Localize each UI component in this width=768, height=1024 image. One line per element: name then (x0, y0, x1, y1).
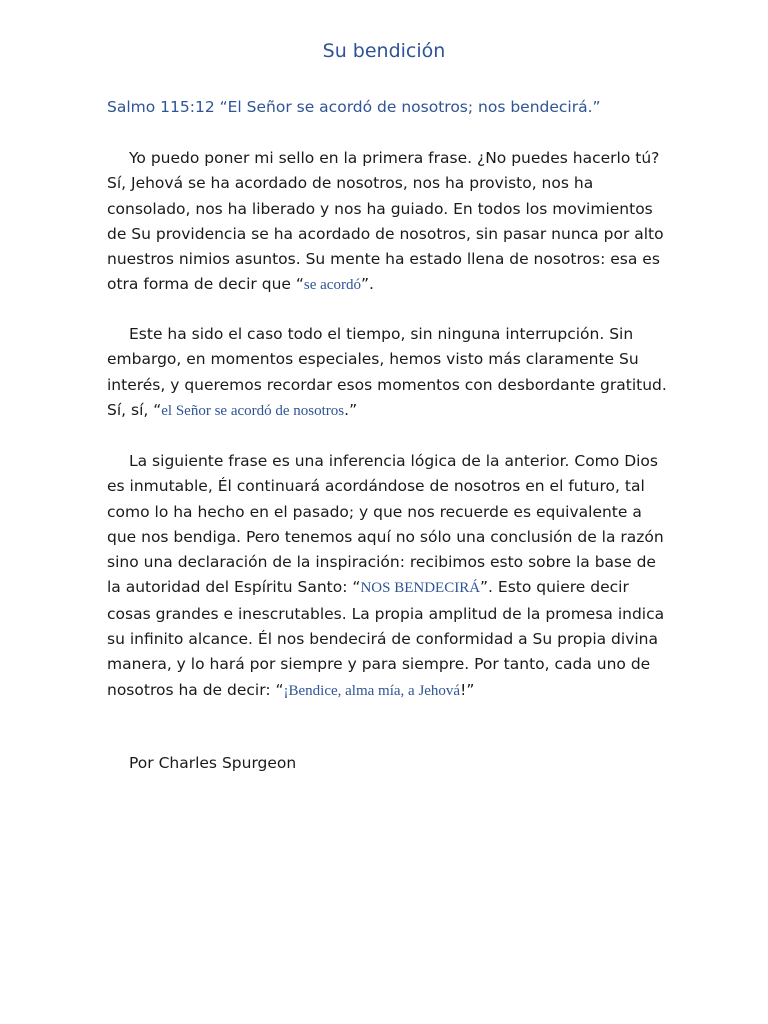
paragraph-1-text: Yo puedo poner mi sello en la primera frase. ¿No puedes hacerlo tú? Sí, Jehová se ha acordado de nosotros, nos ha provisto, nos ha consolado, nos ha liberado y nos ha guiado. En todos los movimientos de Su providencia se ha acordado de nosotros, sin pasar nunca por alto nuestros nimios asuntos. Su mente ha estado llena de nosotros: esa es otra forma de decir que “ (107, 149, 664, 294)
paragraph-3 (107, 449, 672, 704)
paragraph-3-end: !” (460, 680, 475, 699)
page-title: Su bendición (322, 40, 446, 62)
paragraph-1 (107, 146, 672, 299)
verse-reference: Salmo 115:12 “El Señor se acordó de nosotros; nos bendecirá.” (107, 98, 601, 116)
paragraph-2-text: Este ha sido el caso todo el tiempo, sin ninguna interrupción. Sin embargo, en momentos especiales, hemos visto más claramente Su interés, y queremos recordar esos momentos con desbordante gratitud. Sí, sí, “ (107, 325, 667, 419)
author-signature: Por Charles Spurgeon (129, 754, 297, 772)
paragraph-3-quote-2: ¡Bendice, alma mía, a Jehová (283, 682, 461, 699)
paragraph-2-quote: el Señor se acordó de nosotros (161, 402, 345, 419)
paragraph-3-quote-1: NOS BENDECIRÁ (360, 580, 481, 597)
paragraph-2-end: .” (344, 400, 358, 419)
paragraph-1-end: ”. (360, 275, 374, 294)
paragraph-1-quote: se acordó (303, 277, 361, 294)
paragraph-3-text: La siguiente frase es una inferencia lógica de la anterior. Como Dios es inmutable, Él continuará acordándose de nosotros en el futuro, tal como lo ha hecho en el pasado; y que nos recuerde es equivalente a que nos bendiga. Pero tenemos aquí no sólo una conclusión de la razón sino una declaración de la inspiración: recibimos esto sobre la base de la autoridad del Espíritu Santo: “ (107, 452, 664, 597)
paragraph-3-mid: ”. Esto quiere decir cosas grandes e inescrutables. La propia amplitud de la promesa indica su infinito alcance. Él nos bendecirá de conformidad a Su propia divina manera, y lo hará por siempre y para siempre. Por tanto, cada uno de nosotros ha de decir: “ (107, 578, 665, 699)
paragraph-2 (107, 322, 672, 424)
